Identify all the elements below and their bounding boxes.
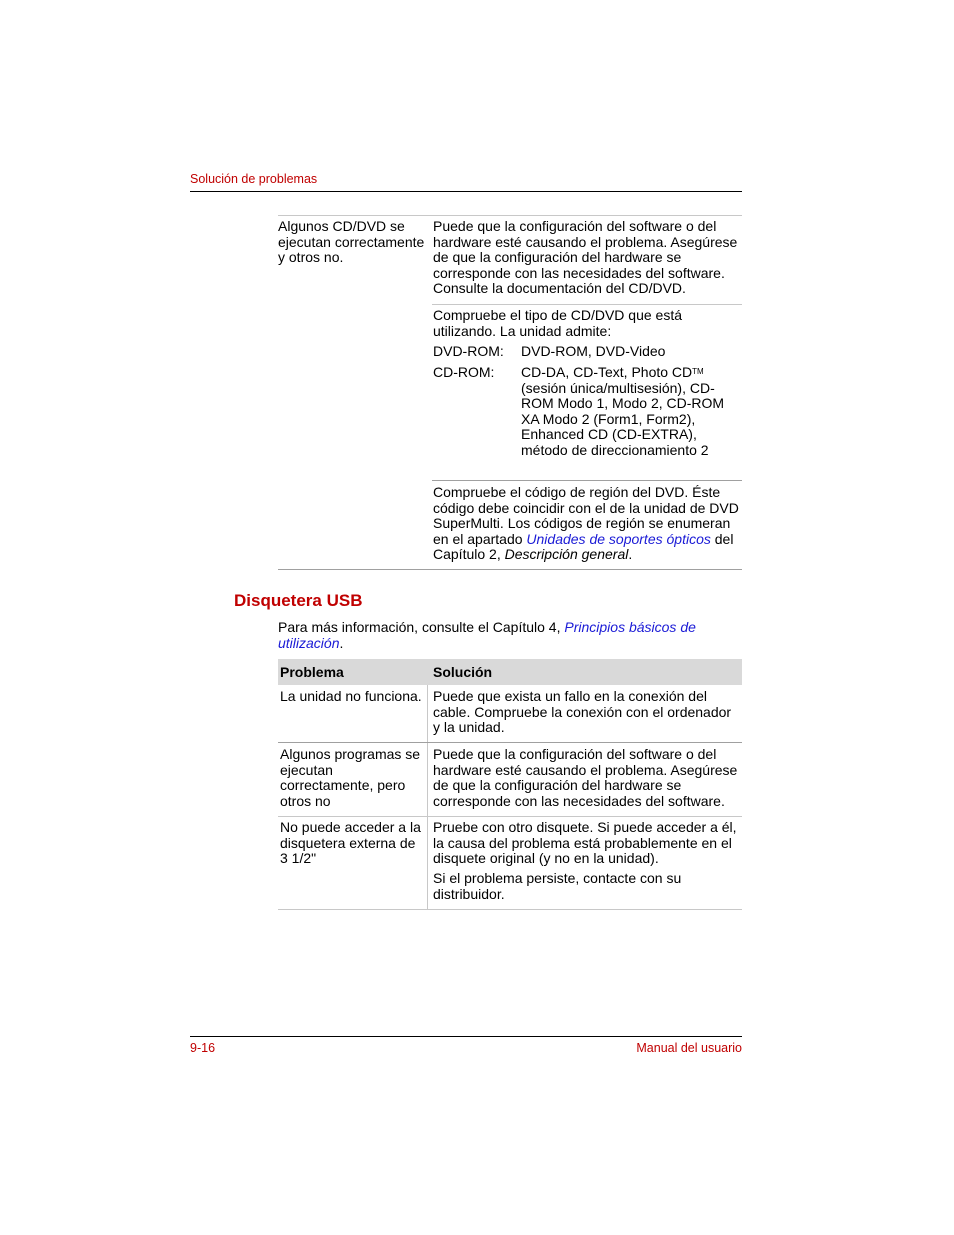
cd-solution-text-2: Compruebe el tipo de CD/DVD que está utilizando. La unidad admite: <box>433 307 683 339</box>
footer-rule <box>190 1036 742 1037</box>
page-number: 9-16 <box>190 1041 216 1055</box>
row-divider <box>432 480 742 481</box>
column-header-solution: Solución <box>433 664 493 680</box>
dvdrom-label: DVD-ROM: <box>433 343 504 359</box>
running-header: Solución de problemas <box>190 172 318 186</box>
cd-solution-text-1: Puede que la configuración del software o del hardware esté causando el problema. Asegúrese de que la configuración del hardware se corresponde con las necesidades del software. Consulte la documentación del CD/DVD. <box>433 218 738 297</box>
dvdrom-value: DVD-ROM, DVD-Video <box>521 343 666 359</box>
table-row-1-solution: Puede que exista un fallo en la conexión del cable. Compruebe la conexión con el ordenador y la unidad. <box>433 688 732 736</box>
cd-problem-text: Algunos CD/DVD se ejecutan correctamente y otros no. <box>278 218 425 266</box>
trademark-mark: TM <box>692 367 704 376</box>
column-header-problem: Problema <box>280 664 344 680</box>
table-bottom-rule <box>278 569 742 570</box>
table-header <box>278 659 742 685</box>
table-row-3-problem: No puede acceder a la disquetera externa de 3 1/2" <box>280 819 421 867</box>
table-bottom-rule <box>278 909 742 910</box>
table-row-2-problem: Algunos programas se ejecutan correctamente, pero otros no <box>280 746 421 809</box>
chapter-title: Descripción general <box>504 546 629 563</box>
cd-solution-text-3: Compruebe el código de región del DVD. Éste código debe coincidir con el de la unidad de DVD SuperMulti. Los códigos de región se enumeran en el apartado Unidades de soportes ópticos del Capítulo 2, Descripción general. <box>433 484 739 563</box>
section-intro: Para más información, consulte el Capítulo 4, Principios básicos de utilización. <box>278 619 696 651</box>
table-row-3-solution-extra: Si el problema persiste, contacte con su distribuidor. <box>433 870 682 902</box>
table-row-1-problem: La unidad no funciona. <box>280 688 422 704</box>
link-principios-basicos[interactable]: Principios básicos de utilización <box>278 619 696 651</box>
column-divider <box>427 685 428 909</box>
header-rule <box>190 191 742 192</box>
table-row-3-solution: Pruebe con otro disquete. Si puede acceder a él, la causa del problema está probablemente en el disquete original (y no en la unidad). <box>433 819 737 867</box>
table-top-rule <box>278 215 742 216</box>
section-title: Disquetera USB <box>234 591 363 610</box>
link-unidades-soportes-opticos[interactable]: Unidades de soportes ópticos <box>526 530 711 547</box>
row-divider <box>278 742 742 743</box>
row-divider <box>432 304 742 305</box>
row-divider <box>278 816 742 817</box>
cdrom-formats-a: CD-DA, CD-Text, Photo CD <box>521 364 693 380</box>
manual-title: Manual del usuario <box>636 1041 742 1055</box>
table-row-2-solution: Puede que la configuración del software o del hardware esté causando el problema. Asegúrese de que la configuración del hardware se corresponde con las necesidades del software. <box>433 746 738 809</box>
cdrom-formats-b: (sesión única/multisesión), CD-ROM Modo 1, Modo 2, CD-ROM XA Modo 2 (Form1, Form2), Enhanced CD (CD-EXTRA), método de direccionamiento 2 <box>521 379 725 458</box>
cdrom-label: CD-ROM: <box>433 364 495 380</box>
cdrom-value <box>521 365 736 459</box>
